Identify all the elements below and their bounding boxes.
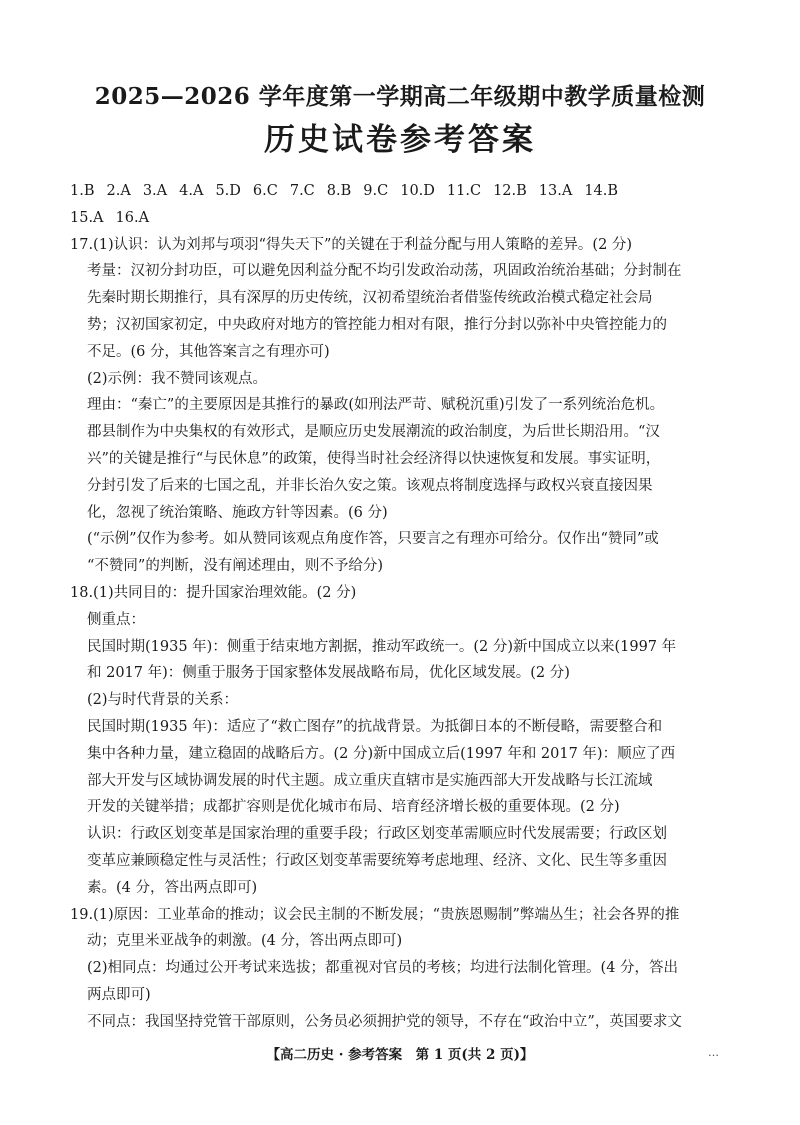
- q18-line: 集中各种力量，建立稳固的战略后方。(2 分)新中国成立后(1997 年和 2017 年)：顺应了西: [87, 745, 676, 762]
- choice-answer: 11.C: [446, 183, 482, 199]
- q17-line: 考量：汉初分封功臣，可以避免因利益分配不均引发政治动荡，巩固政治统治基础；分封制在: [87, 263, 682, 280]
- corner-mark: …: [708, 1046, 719, 1059]
- answer-key-title: 历史试卷参考答案: [264, 122, 536, 158]
- q18-line: (2)与时代背景的关系：: [87, 692, 239, 709]
- choice-answer: 12.B: [493, 183, 527, 199]
- exam-title: 2025—2026 学年度第一学期高二年级期中教学质量检测: [94, 83, 706, 110]
- choice-answer: 9.C: [363, 183, 389, 199]
- q17-line: 先秦时期长期推行，具有深厚的历史传统，汉初希望统治者借鉴传统政治模式稳定社会局: [87, 290, 653, 307]
- q18-line: 侧重点：: [87, 611, 145, 628]
- choice-answer: 8.B: [326, 183, 352, 199]
- q18-line: 素。(4 分，答出两点即可): [87, 879, 258, 896]
- q18-line: 变革应兼顾稳定性与灵活性；行政区划变革需要统筹考虑地理、经济、文化、民生等多重因: [87, 852, 667, 869]
- q17-line: “不赞同”的判断，没有阐述理由，则不予给分): [87, 558, 383, 575]
- q18-line: 民国时期(1935 年)：侧重于结束地方割据，推动军政统一。(2 分)新中国成立以来(1997 年: [87, 638, 677, 655]
- q17-line: 不足。(6 分，其他答案言之有理亦可): [87, 343, 330, 360]
- q17-line: 化，忽视了统治策略、施政方针等因素。(6 分): [87, 504, 388, 521]
- choice-answer: 13.A: [538, 183, 573, 199]
- choice-answer: 5.D: [215, 183, 241, 199]
- q18-line: 民国时期(1935 年)：适应了“救亡图存”的抗战背景。为抵御日本的不断侵略，需要整合和: [87, 718, 663, 735]
- q19-line: 动；克里米亚战争的刺激。(4 分，答出两点即可): [87, 933, 403, 950]
- choice-answer: 3.A: [142, 183, 168, 199]
- choice-answers-row-1: [70, 178, 742, 205]
- choice-answer: 15.A: [70, 209, 104, 226]
- q17-line: (“示例”仅作为参考。如从赞同该观点角度作答，只要言之有理亦可给分。仅作出“赞同”或: [87, 531, 659, 548]
- q19-line: (2)相同点：均通过公开考试来选拔；都重视对官员的考核；均进行法制化管理。(4 分，答出: [87, 960, 679, 977]
- page-footer: 【高二历史 · 参考答案 第 1 页(共 2 页)】: [266, 1047, 534, 1063]
- choice-answer: 14.B: [584, 183, 619, 199]
- answer-content: [70, 178, 742, 1036]
- choice-answers-row-2: [70, 205, 742, 232]
- choice-answer: 2.A: [106, 183, 131, 199]
- q17-line: 兴”的关键是推行“与民休息”的政策，使得当时社会经济得以快速恢复和发展。事实证明，: [87, 450, 661, 467]
- choice-answer: 16.A: [115, 209, 150, 226]
- q17-line: (2)示例：我不赞同该观点。: [87, 370, 268, 387]
- q18-line: 18.(1)共同目的：提升国家治理效能。(2 分): [70, 584, 357, 601]
- q18-line: 开发的关键举措；成都扩容则是优化城市布局、培育经济增长极的重要体现。(2 分): [87, 799, 620, 816]
- q19-line: 不同点：我国坚持党管干部原则，公务员必须拥护党的领导，不存在“政治中立”，英国要求文: [87, 1013, 682, 1030]
- q18-line: 和 2017 年)：侧重于服务于国家整体发展战略布局，优化区域发展。(2 分): [87, 665, 570, 682]
- q17-line: 理由：“秦亡”的主要原因是其推行的暴政(如刑法严苛、赋税沉重)引发了一系列统治危机。: [87, 397, 665, 414]
- choice-answer: 7.C: [289, 183, 315, 199]
- choice-answer: 10.D: [400, 183, 435, 199]
- q19-line: 两点即可): [87, 986, 151, 1003]
- q17-line: 势；汉初国家初定，中央政府对地方的管控能力相对有限，推行分封以弥补中央管控能力的: [87, 316, 667, 333]
- q18-line: 认识：行政区划变革是国家治理的重要手段；行政区划变革需顺应时代发展需要；行政区划: [87, 826, 667, 843]
- q19-line: 19.(1)原因：工业革命的推动；议会民主制的不断发展；“贵族恩赐制”弊端丛生；社会各界的推: [70, 906, 680, 923]
- q17-line: 郡县制作为中央集权的有效形式，是顺应历史发展潮流的政治制度，为后世长期沿用。“汉: [87, 424, 660, 441]
- q18-line: 部大开发与区域协调发展的时代主题。成立重庆直辖市是实施西部大开发战略与长江流域: [87, 772, 653, 789]
- choice-answer: 6.C: [252, 183, 278, 199]
- choice-answer: 4.A: [179, 183, 204, 199]
- q17-line: 17.(1)认识：认为刘邦与项羽“得失天下”的关键在于利益分配与用人策略的差异。(2 分): [70, 236, 633, 253]
- q17-line: 分封引发了后来的七国之乱，并非长治久安之策。该观点将制度选择与政权兴衰直接因果: [87, 477, 653, 494]
- choice-answer: 1.B: [70, 183, 95, 199]
